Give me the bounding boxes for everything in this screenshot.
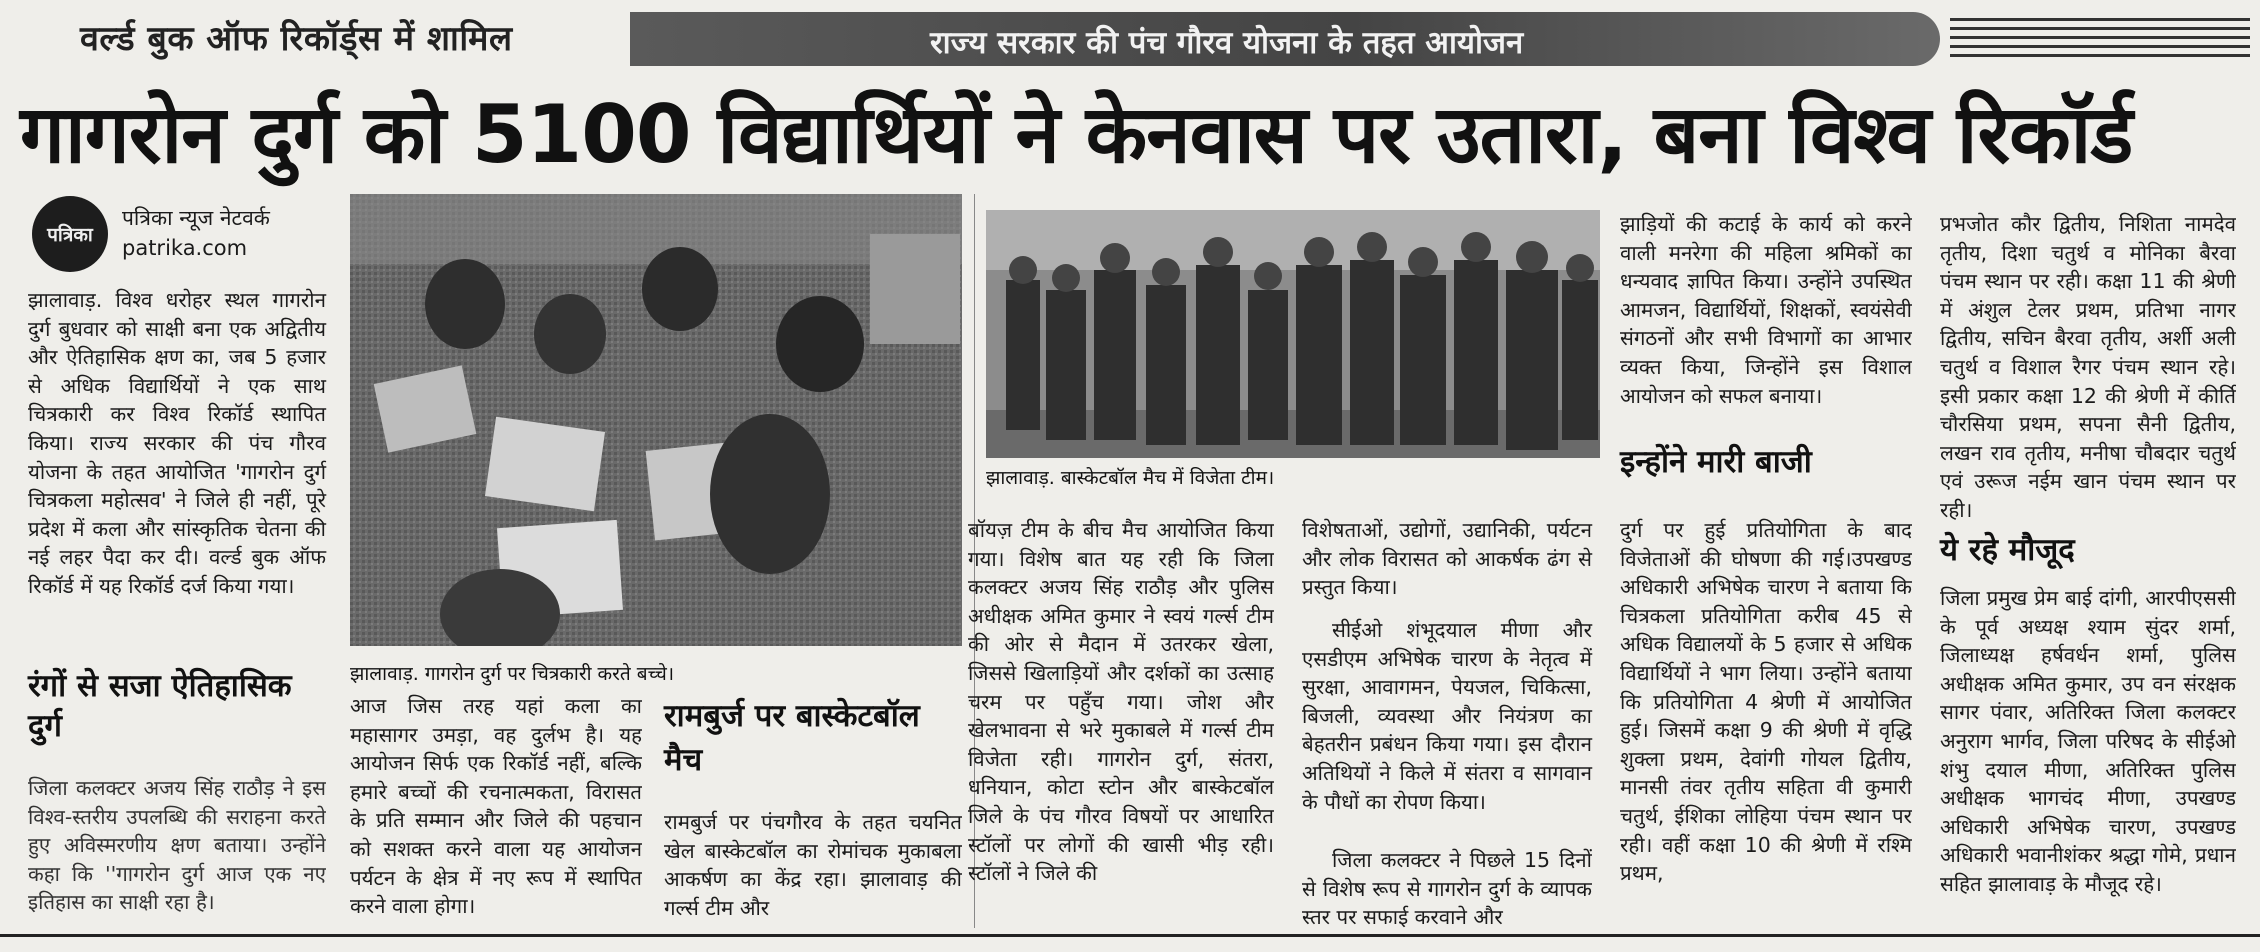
column-6-text: झाड़ियों की कटाई के कार्य को करने वाली मनरेगा की महिला श्रमिकों का धन्यवाद ज्ञापित किया। उन्होंने उपस्थित आमजन, विद्यार्थियों, शिक्षकों, स्वयंसेवी संगठनों और सभी विभागों का आभार व्यक्त किया, जिन्होंने इस विशाल आयोजन को सफल बनाया। [1620,212,1912,408]
subhead-basketball-match: रामबुर्ज पर बास्केटबॉल मैच [664,698,920,778]
column-3-text: रामबुर्ज पर पंचगौरव के तहत चयनित खेल बास्केटबॉल का रोमांचक मुकाबला आकर्षण का केंद्र रहा। झालावाड़ की गर्ल्स टीम और [664,810,962,920]
column-5-text-3: जिला कलक्टर ने पिछले 15 दिनों से विशेष रूप से गागरोन दुर्ग के व्यापक स्तर पर सफाई करवाने और [1302,848,1592,930]
kicker-world-book-records: वर्ल्ड बुक ऑफ रिकॉर्ड्स में शामिल [80,19,513,59]
subhead-inhone-mari-baazi: इन्होंने मारी बाजी [1620,444,1812,480]
column-2-text: आज जिस तरह यहां कला का महासागर उमड़ा, वह दुर्लभ है। यह आयोजन सिर्फ एक रिकॉर्ड नहीं, बल्कि हमारे बच्चों की रचनात्मकता, विरासत के प्रति सम्मान और जिले की पहचान को सशक्त करने वाला यह आयोजन पर्यटन के क्षेत्र में नए रूप में स्थापित करने वाला होगा। [350,694,642,919]
subhead-rangon-se-saja: रंगों से सजा ऐतिहासिक दुर्ग [28,668,292,744]
headline: गागरोन दुर्ग को 5100 विद्यार्थियों ने केनवास पर उतारा, बना विश्व रिकॉर्ड [20,88,2133,181]
column-4-text: बॉयज़ टीम के बीच मैच आयोजित किया गया। विशेष बात यह रही कि जिला कलक्टर अजय सिंह राठौड़ और पुलिस अधीक्षक अमित कुमार ने स्वयं गर्ल्स टीम की ओर से मैदान में उतरकर खेला, जिससे खिलाड़ियों और दर्शकों का उत्साह चरम पर पहुँच गया। जोश और खेलभावना से भरे मुकाबले में गर्ल्स टीम विजेता रही। गागरोन दुर्ग, संतरा, धनियान, कोटा स्टोन और बास्केटबॉल जिले के पंच गौरव विषयों पर आधारित स्टॉलों पर लोगों की खासी भीड़ रही। स्टॉलों ने जिले की [968,518,1274,886]
column-1-lead: झालावाड़. विश्व धरोहर स्थल गागरोन दुर्ग बुधवार को साक्षी बना एक अद्वितीय और ऐतिहासिक क्षण का, जब 5 हजार से अधिक विद्यार्थियों ने एक साथ चित्रकारी कर विश्व रिकॉर्ड स्थापित किया। राज्य सरकार की पंच गौरव योजना के तहत आयोजित 'गागरोन दुर्ग चित्रकला महोत्सव' ने जिले ही नहीं, पूरे प्रदेश में कला और सांस्कृतिक चेतना की नई लहर पैदा कर दी। वर्ल्ड बुक ऑफ रिकॉर्ड में यह रिकॉर्ड दर्ज किया गया। [28,288,326,598]
photo-children-painting-image [350,194,962,646]
subhead-ye-rahe-maujood: ये रहे मौजूद [1940,532,2075,568]
byline-name: पत्रिका न्यूज नेटवर्क [122,206,270,230]
column-7-text-2: जिला प्रमुख प्रेम बाई दांगी, आरपीएससी के पूर्व अध्यक्ष श्याम सुंदर शर्मा, जिलाध्यक्ष हर्षवर्धन शर्मा, पुलिस अधीक्षक अमित कुमार, उप वन संरक्षक सागर पंवार, अतिरिक्त जिला कलक्टर अनुराग भार्गव, जिला परिषद के सीईओ शंभु दयाल मीणा, अतिरिक्त पुलिस अधीक्षक भागचंद मीणा, उपखण्ड अधिकारी अभिषेक चारण, उपखण्ड अधिकारी भवानीशंकर श्रद्धा गोमे, प्रधान सहित झालावाड़ के मौजूद रहे। [1940,586,2236,896]
column-5-text: विशेषताओं, उद्योगों, उद्यानिकी, पर्यटन और लोक विरासत को आकर्षक ढंग से प्रस्तुत किया। [1302,518,1592,600]
column-5-text-2: सीईओ शंभूदयाल मीणा और एसडीएम अभिषेक चारण के नेतृत्व में सुरक्षा, आवागमन, पेयजल, चिकित्सा, बिजली, व्यवस्था और नियंत्रण का बेहतरीन प्रबंधन किया गया। इस दौरान अतिथियों ने किले में संतरा व सागवान के पौधों का रोपण किया। [1302,618,1592,814]
kicker-banner-text: राज्य सरकार की पंच गौरव योजना के तहत आयोजन [930,25,1524,61]
bottom-rule [0,934,2260,937]
byline-site: patrika.com [122,236,248,260]
kicker-banner [630,12,1940,66]
photo-basketball-team [986,210,1600,458]
patrika-logo: पत्रिका [32,196,108,272]
photo-caption-basketball: झालावाड़. बास्केटबॉल मैच में विजेता टीम। [986,467,1275,489]
photo-caption-painting: झालावाड़. गागरोन दुर्ग पर चित्रकारी करते बच्चे। [350,663,675,685]
photo-basketball-team-image [986,210,1600,458]
column-6-text-2: दुर्ग पर हुई प्रतियोगिता के बाद विजेताओं की घोषणा की गई।उपखण्ड अधिकारी अभिषेक चारण ने बताया कि चित्रकला प्रतियोगिता करीब 45 से अधिक विद्यालयों के 5 हजार से अधिक विद्यार्थियों ने भाग लिया। उन्होंने बताया कि प्रतियोगिता 4 श्रेणी में आयोजित हुई। जिसमें कक्षा 9 की श्रेणी में वृद्धि शुक्ला प्रथम, देवांगी गोयल द्वितीय, मानसी तंवर तृतीय सहिता वी कुमारी चतुर्थ, ईशिका लोहिया पंचम स्थान पर रही। वहीं कक्षा 10 की श्रेणी में रश्मि प्रथम, [1620,518,1912,886]
photo-children-painting [350,194,962,646]
decorative-rules [1950,18,2250,62]
column-7-text: प्रभजोत कौर द्वितीय, निशिता नामदेव तृतीय, दिशा चतुर्थ व मोनिका बैरवा पंचम स्थान पर रही। कक्षा 11 की श्रेणी में अंशुल टेलर प्रथम, प्रतिभा नागर द्वितीय, सचिन बैरवा तृतीय, अर्शी अली चतुर्थ व विशाल रैगर पंचम स्थान रहे। इसी प्रकार कक्षा 12 की श्रेणी में कीर्ति चौरसिया प्रथम, सपना सैनी द्वितीय, लखन राव तृतीय, मनीषा चौबदार चतुर्थ एवं उरूज नईम खान पंचम स्थान पर रही। [1940,212,2236,522]
column-1-tail: जिला कलक्टर अजय सिंह राठौड़ ने इस विश्व-स्तरीय उपलब्धि की सराहना करते हुए अविस्मरणीय क्षण बताया। उन्होंने कहा कि ''गागरोन दुर्ग आज एक नए इतिहास का साक्षी रहा है। [28,776,326,915]
